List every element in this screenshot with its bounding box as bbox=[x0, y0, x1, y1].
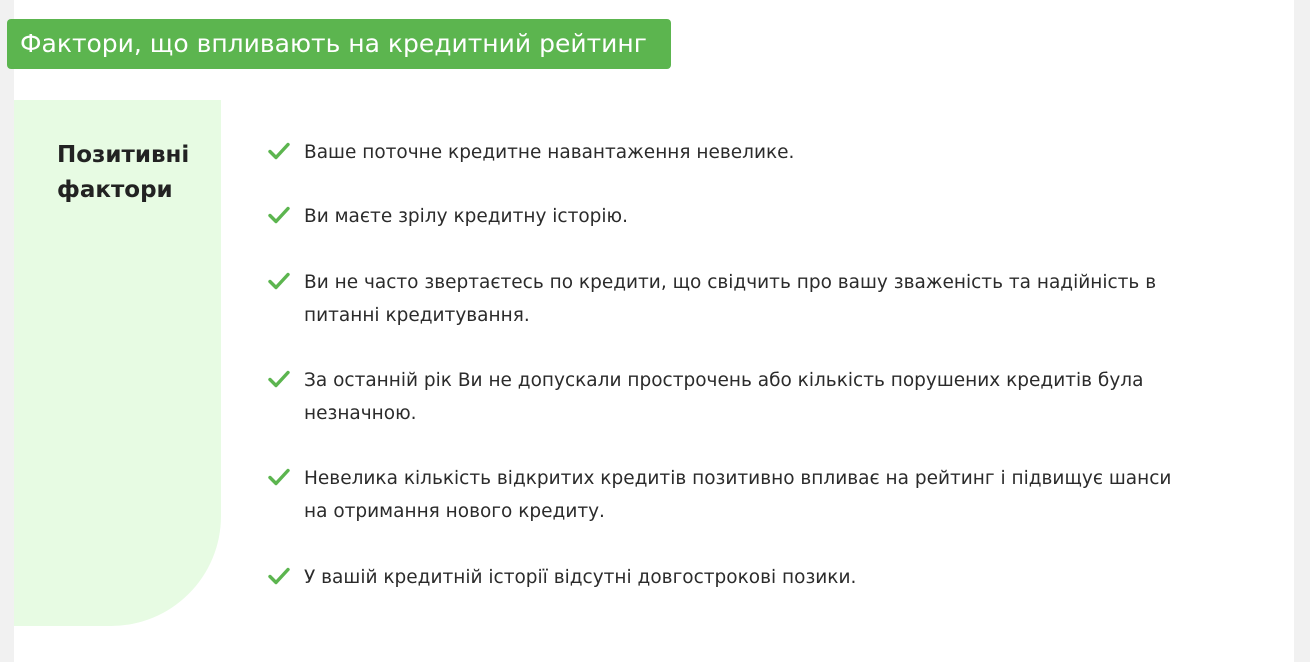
list-item bbox=[268, 266, 1188, 332]
check-icon bbox=[268, 369, 290, 389]
check-icon bbox=[268, 467, 290, 487]
factor-text: Невелика кількість відкритих кредитів позитивно впливає на рейтинг і підвищує шанси на отримання нового кредиту. bbox=[304, 468, 1172, 522]
list-item bbox=[268, 364, 1188, 430]
list-item bbox=[268, 200, 1188, 233]
list-item bbox=[268, 561, 1188, 594]
check-icon bbox=[268, 141, 290, 161]
factor-text: За останній рік Ви не допускали прострочень або кількість порушених кредитів була незначною. bbox=[304, 370, 1144, 424]
section-title: Фактори, що впливають на кредитний рейтинг bbox=[7, 19, 671, 69]
positive-factors-panel bbox=[14, 100, 221, 626]
list-item bbox=[268, 136, 1188, 169]
factor-text: Ви не часто звертаєтесь по кредити, що свідчить про вашу зваженість та надійність в питанні кредитування. bbox=[304, 272, 1157, 326]
factor-text: Ви маєте зрілу кредитну історію. bbox=[304, 206, 629, 227]
check-icon bbox=[268, 205, 290, 225]
factor-text: У вашій кредитній історії відсутні довгострокові позики. bbox=[304, 567, 857, 588]
list-item bbox=[268, 462, 1188, 528]
positive-factors-title: Позитивні фактори bbox=[57, 142, 190, 203]
check-icon bbox=[268, 271, 290, 291]
check-icon bbox=[268, 566, 290, 586]
factor-text: Ваше поточне кредитне навантаження невелике. bbox=[304, 142, 795, 163]
